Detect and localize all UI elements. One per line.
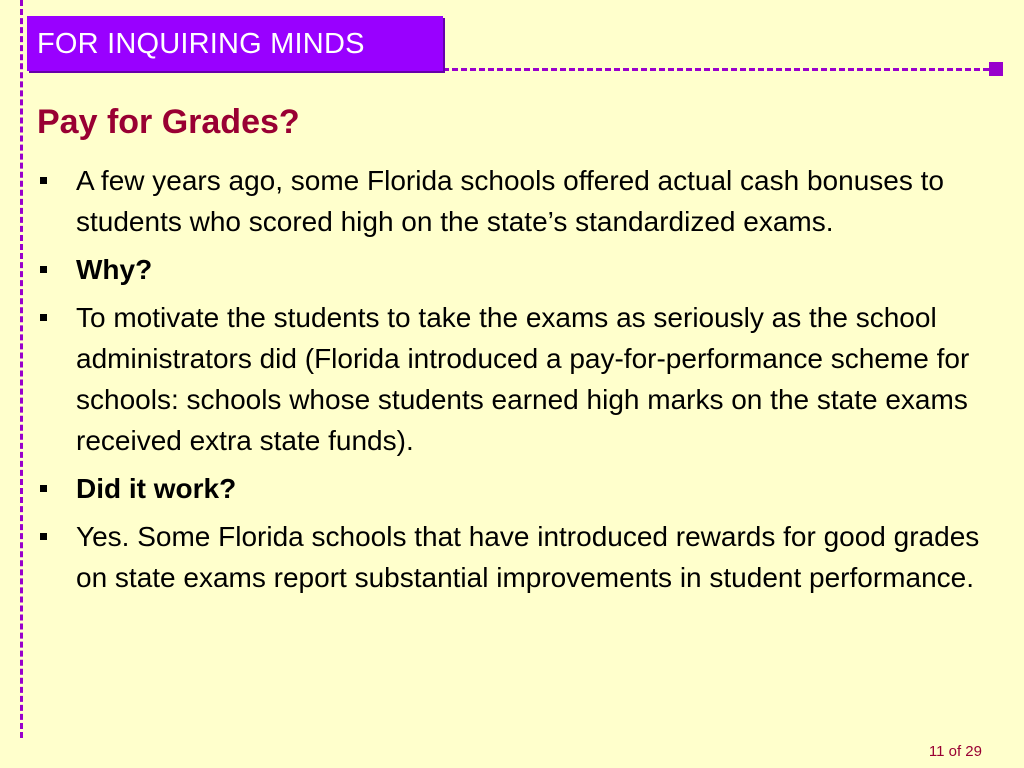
bullet-item xyxy=(37,297,992,461)
bullet-list xyxy=(37,160,992,605)
bullet-text: Why? xyxy=(76,254,153,285)
square-bullet-icon xyxy=(40,177,47,184)
square-bullet-icon xyxy=(40,266,47,273)
rule-end-square xyxy=(989,62,1003,76)
section-header xyxy=(27,16,443,71)
square-bullet-icon xyxy=(40,533,47,540)
square-bullet-icon xyxy=(40,485,47,492)
section-header-label: FOR INQUIRING MINDS xyxy=(37,28,365,60)
bullet-item xyxy=(37,249,992,290)
bullet-item xyxy=(37,160,992,242)
bullet-text: A few years ago, some Florida schools offered actual cash bonuses to students who scored high on the state’s standardized exams. xyxy=(76,165,944,237)
bullet-text: Did it work? xyxy=(76,473,237,504)
bullet-item xyxy=(37,516,992,598)
bullet-text: Yes. Some Florida schools that have introduced rewards for good grades on state exams report substantial improvements in student performance. xyxy=(76,521,980,593)
bullet-item xyxy=(37,468,992,509)
slide-title: Pay for Grades? xyxy=(37,103,300,141)
bullet-text: To motivate the students to take the exams as seriously as the school administrators did (Florida introduced a pay-for-performance scheme for schools: schools whose students earned high marks on the state exams received extra state funds). xyxy=(76,302,970,456)
square-bullet-icon xyxy=(40,314,47,321)
horizontal-dashed-rule xyxy=(443,68,989,71)
vertical-dashed-rule xyxy=(20,0,23,738)
page-number: 11 of 29 xyxy=(928,743,982,760)
